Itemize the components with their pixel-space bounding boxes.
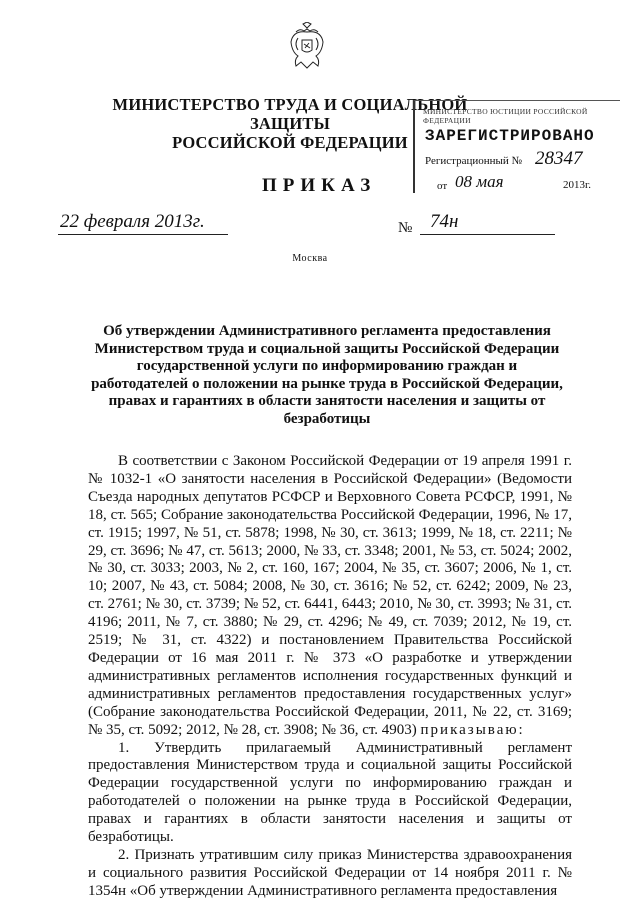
order-title: Об утверждении Административного регламента предоставления Министерством труда и социальной защиты Российской Федерации государственной услуги по информированию граждан и работодателей о положении на рынке труда в Российской Федерации, правах и гарантиях в области занятости населения и защиты от безработицы [91, 323, 563, 427]
number-underline [420, 234, 555, 235]
registration-stamp [413, 100, 620, 193]
ministry-name-line-1: МИНИСТЕРСТВО ТРУДА И СОЦИАЛЬНОЙ ЗАЩИТЫ [112, 95, 468, 133]
ministry-name-line-2: РОССИЙСКОЙ ФЕДЕРАЦИИ [172, 133, 408, 152]
stamp-registration-label: Регистрационный № [425, 155, 523, 167]
number-sign: № [398, 220, 413, 236]
stamp-date-value: 08 мая [455, 172, 504, 191]
clause-2-paragraph: 2. Признать утратившим силу приказ Министерства здравоохранения и социального развития Российской Федерации от 14 ноября 2011 г. № 1354н «Об утверждении Административного регламента предоставления [88, 846, 572, 899]
document-type-heading: ПРИКАЗ [262, 175, 377, 196]
stamp-heading: МИНИСТЕРСТВО ЮСТИЦИИ РОССИЙСКОЙ ФЕДЕРАЦИИ [423, 107, 588, 125]
stamp-title: ЗАРЕГИСТРИРОВАНО [425, 127, 595, 145]
stamp-year: 2013г. [563, 179, 592, 191]
clause-1-paragraph: 1. Утвердить прилагаемый Административный регламент предоставления Министерством труда и социальной защиты Российской Федерации государственной услуги по информированию граждан и работодателей о положении на рынке труда в Российской Федерации, правах и гарантиях в области занятости населения и защиты от безработицы. [88, 739, 572, 846]
order-date: 22 февраля 2013г. [60, 211, 205, 232]
date-underline [58, 234, 228, 235]
city-label: Москва [292, 253, 328, 264]
order-number: 74н [430, 211, 459, 232]
coat-of-arms-emblem-icon [288, 22, 326, 72]
order-body [88, 453, 572, 901]
stamp-registration-number: 28347 [535, 148, 583, 169]
preamble-paragraph [88, 453, 572, 740]
preamble-text: В соответствии с Законом Российской Федерации от 19 апреля 1991 г. № 1032-1 «О занятости населения в Российской Федерации» (Ведомости Съезда народных депутатов РСФСР и Верховного Совета РСФСР, 1991, № 18, ст. 565; Собрание законодательства Российской Федерации, 1996, № 17, ст. 1915; 1997, № 51, ст. 5878; 1998, № 30, ст. 3613; 1999, № 18, ст. 2211; № 29, ст. 3696; № 47, ст. 5613; 2000, № 33, ст. 3348; 2001, № 53, ст. 5024; 2002, № 30, ст. 3033; 2003, № 2, ст. 160, 167; 2004, № 35, ст. 3607; 2006, № 1, ст. 10; 2007, № 43, ст. 5084; 2008, № 30, ст. 3616; № 52, ст. 6242; 2009, № 23, ст. 2761; № 30, ст. 3739; № 52, ст. 6441, 6443; 2010, № 30, ст. 3993; № 31, ст. 4196; 2011, № 7, ст. 3880; № 29, ст. 4296; № 49, ст. 7039; 2012, № 19, ст. 2519; № 31, ст. 4322) и постановлением Правительства Российской Федерации от 16 мая 2011 г. № 373 «О разработке и утверждении административных регламентов исполнения государственных функций и административных регламентов предоставления государственных услуг» (Собрание законодательства Российской Федерации, 2011, № 22, ст. 3169; № 35, ст. 5092; 2012, № 28, ст. 3908; № 36, ст. 4903) [88, 453, 572, 738]
stamp-date-label: от [437, 180, 448, 192]
order-word: приказываю: [420, 721, 525, 738]
